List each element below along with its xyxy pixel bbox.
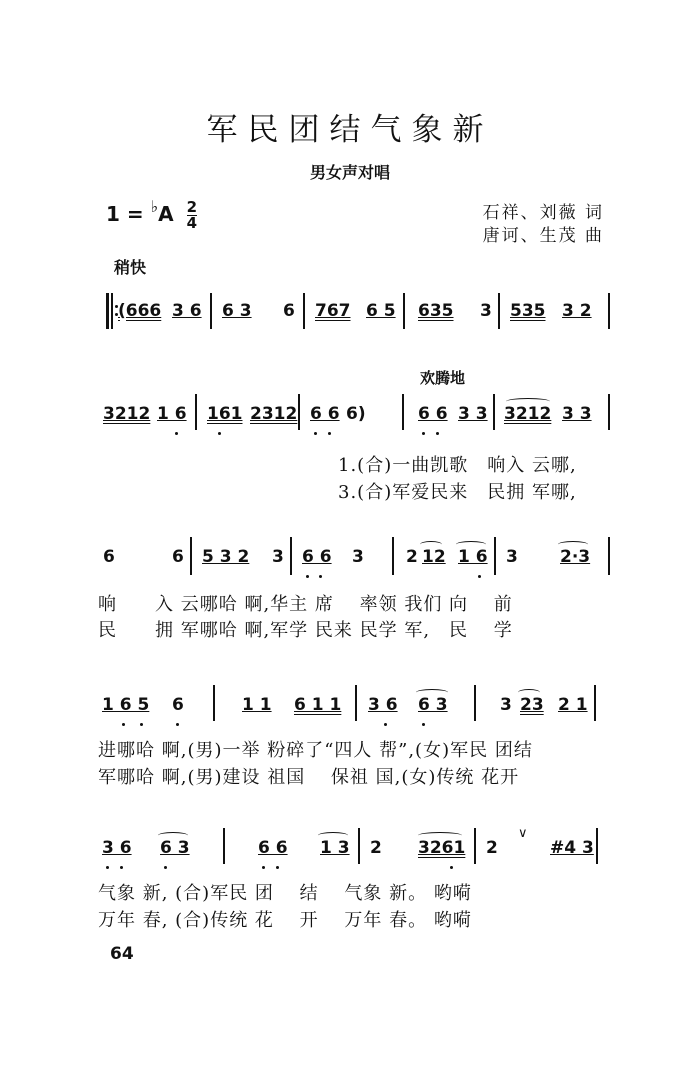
key-note: A	[158, 202, 174, 226]
low-dot	[319, 575, 322, 578]
score-note: #4 3	[550, 838, 594, 858]
low-dot	[436, 432, 439, 435]
low-dot	[262, 866, 265, 869]
composer-credit: 唐诃、生茂 曲	[482, 226, 604, 246]
bar-line	[608, 293, 610, 329]
lyric-verse-3: 万年 春, (合)传统 花 开 万年 春。 哟嗬	[98, 910, 472, 931]
bar-line	[195, 394, 197, 430]
score-note: 3	[272, 547, 284, 567]
bar-line	[608, 394, 610, 430]
score-line-5	[100, 826, 615, 874]
bar-line	[358, 828, 360, 864]
tempo-marking: 稍快	[114, 258, 147, 277]
key-signature	[106, 197, 198, 232]
low-dot	[106, 866, 109, 869]
low-dot	[140, 723, 143, 726]
score-note: 3 6	[102, 838, 132, 858]
lyric-verse-3: 民 拥 军哪哈 啊,军学 民来 民学 军, 民 学	[98, 620, 513, 641]
score-note: 6 3	[160, 838, 190, 858]
breath-mark: ∨	[518, 826, 528, 841]
score-note: 6	[103, 547, 115, 567]
low-dot	[450, 866, 453, 869]
score-note: 6 3	[418, 695, 448, 715]
score-note: 6)	[346, 404, 366, 424]
low-dot	[122, 723, 125, 726]
start-repeat-bar	[106, 293, 109, 329]
bar-line	[392, 537, 394, 575]
bar-line	[213, 685, 215, 721]
time-top: 2	[186, 198, 198, 216]
score-note: 3	[500, 695, 512, 715]
score-note: 6 1 1	[294, 695, 342, 715]
score-note: 3	[480, 301, 492, 321]
score-note: 1 6 5	[102, 695, 150, 715]
low-dot	[176, 723, 179, 726]
score-note: 6 6	[418, 404, 448, 424]
score-note: 5 3 2	[202, 547, 250, 567]
score-note: 1 6	[458, 547, 488, 567]
bar-line	[355, 685, 357, 721]
score-note: 6	[172, 695, 184, 715]
low-dot	[384, 723, 387, 726]
score-note: 3	[352, 547, 364, 567]
score-note: 3 3	[458, 404, 488, 424]
score-line-3	[100, 537, 615, 585]
score-note: 3	[506, 547, 518, 567]
low-dot	[422, 723, 425, 726]
time-bottom: 4	[186, 214, 198, 232]
song-title: 军民团结气象新	[206, 112, 494, 148]
score-note: 6	[172, 547, 184, 567]
bar-line	[190, 537, 192, 575]
low-dot	[314, 432, 317, 435]
low-dot	[422, 432, 425, 435]
score-note: 1 1	[242, 695, 272, 715]
dynamic-marking: 欢腾地	[420, 369, 466, 387]
score-note: (666	[118, 301, 162, 321]
flat-sign: ♭	[150, 197, 159, 216]
score-note: 3 2	[562, 301, 592, 321]
score-note: 2	[486, 838, 498, 858]
score-note: 23	[520, 695, 544, 715]
score-note: 6 6	[302, 547, 332, 567]
score-note: 2 1	[558, 695, 588, 715]
bar-line	[474, 685, 476, 721]
score-note: 6 5	[366, 301, 396, 321]
score-line-2	[100, 392, 615, 444]
low-dot	[218, 432, 221, 435]
bar-line	[290, 537, 292, 575]
score-note: 12	[422, 547, 446, 567]
lyricist-credit: 石祥、刘薇 词	[482, 203, 604, 223]
bar-line	[494, 537, 496, 575]
bar-line	[596, 828, 598, 864]
score-note: 3 6	[172, 301, 202, 321]
low-dot	[306, 575, 309, 578]
score-note: 2312	[250, 404, 298, 424]
score-note: 6	[283, 301, 295, 321]
score-note: 535	[510, 301, 546, 321]
bar-line	[493, 394, 495, 430]
low-dot	[478, 575, 481, 578]
score-note: 3 6	[368, 695, 398, 715]
bar-line	[608, 537, 610, 575]
low-dot	[120, 866, 123, 869]
score-note: 3212	[504, 404, 552, 424]
score-note: 6 6	[310, 404, 340, 424]
score-note: 161	[207, 404, 243, 424]
score-note: 3261	[418, 838, 466, 858]
page-number: 64	[110, 944, 134, 964]
lyric-verse-1: 响 入 云哪哈 啊,华主 席 率领 我们 向 前	[98, 594, 513, 615]
bar-line	[594, 685, 596, 721]
bar-line	[402, 394, 404, 430]
lyric-verse-3: 3.(合)军爱民来 民拥 军哪,	[338, 482, 577, 503]
song-subtitle: 男女声对唱	[309, 163, 390, 182]
lyric-verse-1: 气象 新, (合)军民 团 结 气象 新。 哟嗬	[98, 883, 472, 904]
time-signature	[187, 200, 197, 231]
key-prefix: 1 =	[106, 202, 144, 226]
score-note: 6 6	[258, 838, 288, 858]
score-note: 1 6	[157, 404, 187, 424]
bar-line	[403, 293, 405, 329]
score-note: 6 3	[222, 301, 252, 321]
low-dot	[328, 432, 331, 435]
lyric-verse-1: 进哪哈 啊,(男)一举 粉碎了“四人 帮”,(女)军民 团结	[98, 740, 533, 761]
score-note: 2·3	[560, 547, 591, 567]
score-note: 2	[406, 547, 418, 567]
score-note: 3212	[103, 404, 151, 424]
bar-line	[210, 293, 212, 329]
score-note: 767	[315, 301, 351, 321]
score-line-4	[100, 683, 615, 731]
score-line-1	[100, 293, 615, 329]
score-note: 1 3	[320, 838, 350, 858]
start-repeat-thin-bar	[111, 293, 113, 329]
score-note: 3 3	[562, 404, 592, 424]
lyric-verse-3: 军哪哈 啊,(男)建设 祖国 保祖 国,(女)传统 花开	[98, 767, 520, 788]
lyric-verse-1: 1.(合)一曲凯歌 响入 云哪,	[338, 455, 577, 476]
bar-line	[303, 293, 305, 329]
low-dot	[175, 432, 178, 435]
low-dot	[164, 866, 167, 869]
bar-line	[498, 293, 500, 329]
low-dot	[276, 866, 279, 869]
bar-line	[474, 828, 476, 864]
score-note: 2	[370, 838, 382, 858]
score-note: 635	[418, 301, 454, 321]
bar-line	[298, 394, 300, 430]
bar-line	[223, 828, 225, 864]
